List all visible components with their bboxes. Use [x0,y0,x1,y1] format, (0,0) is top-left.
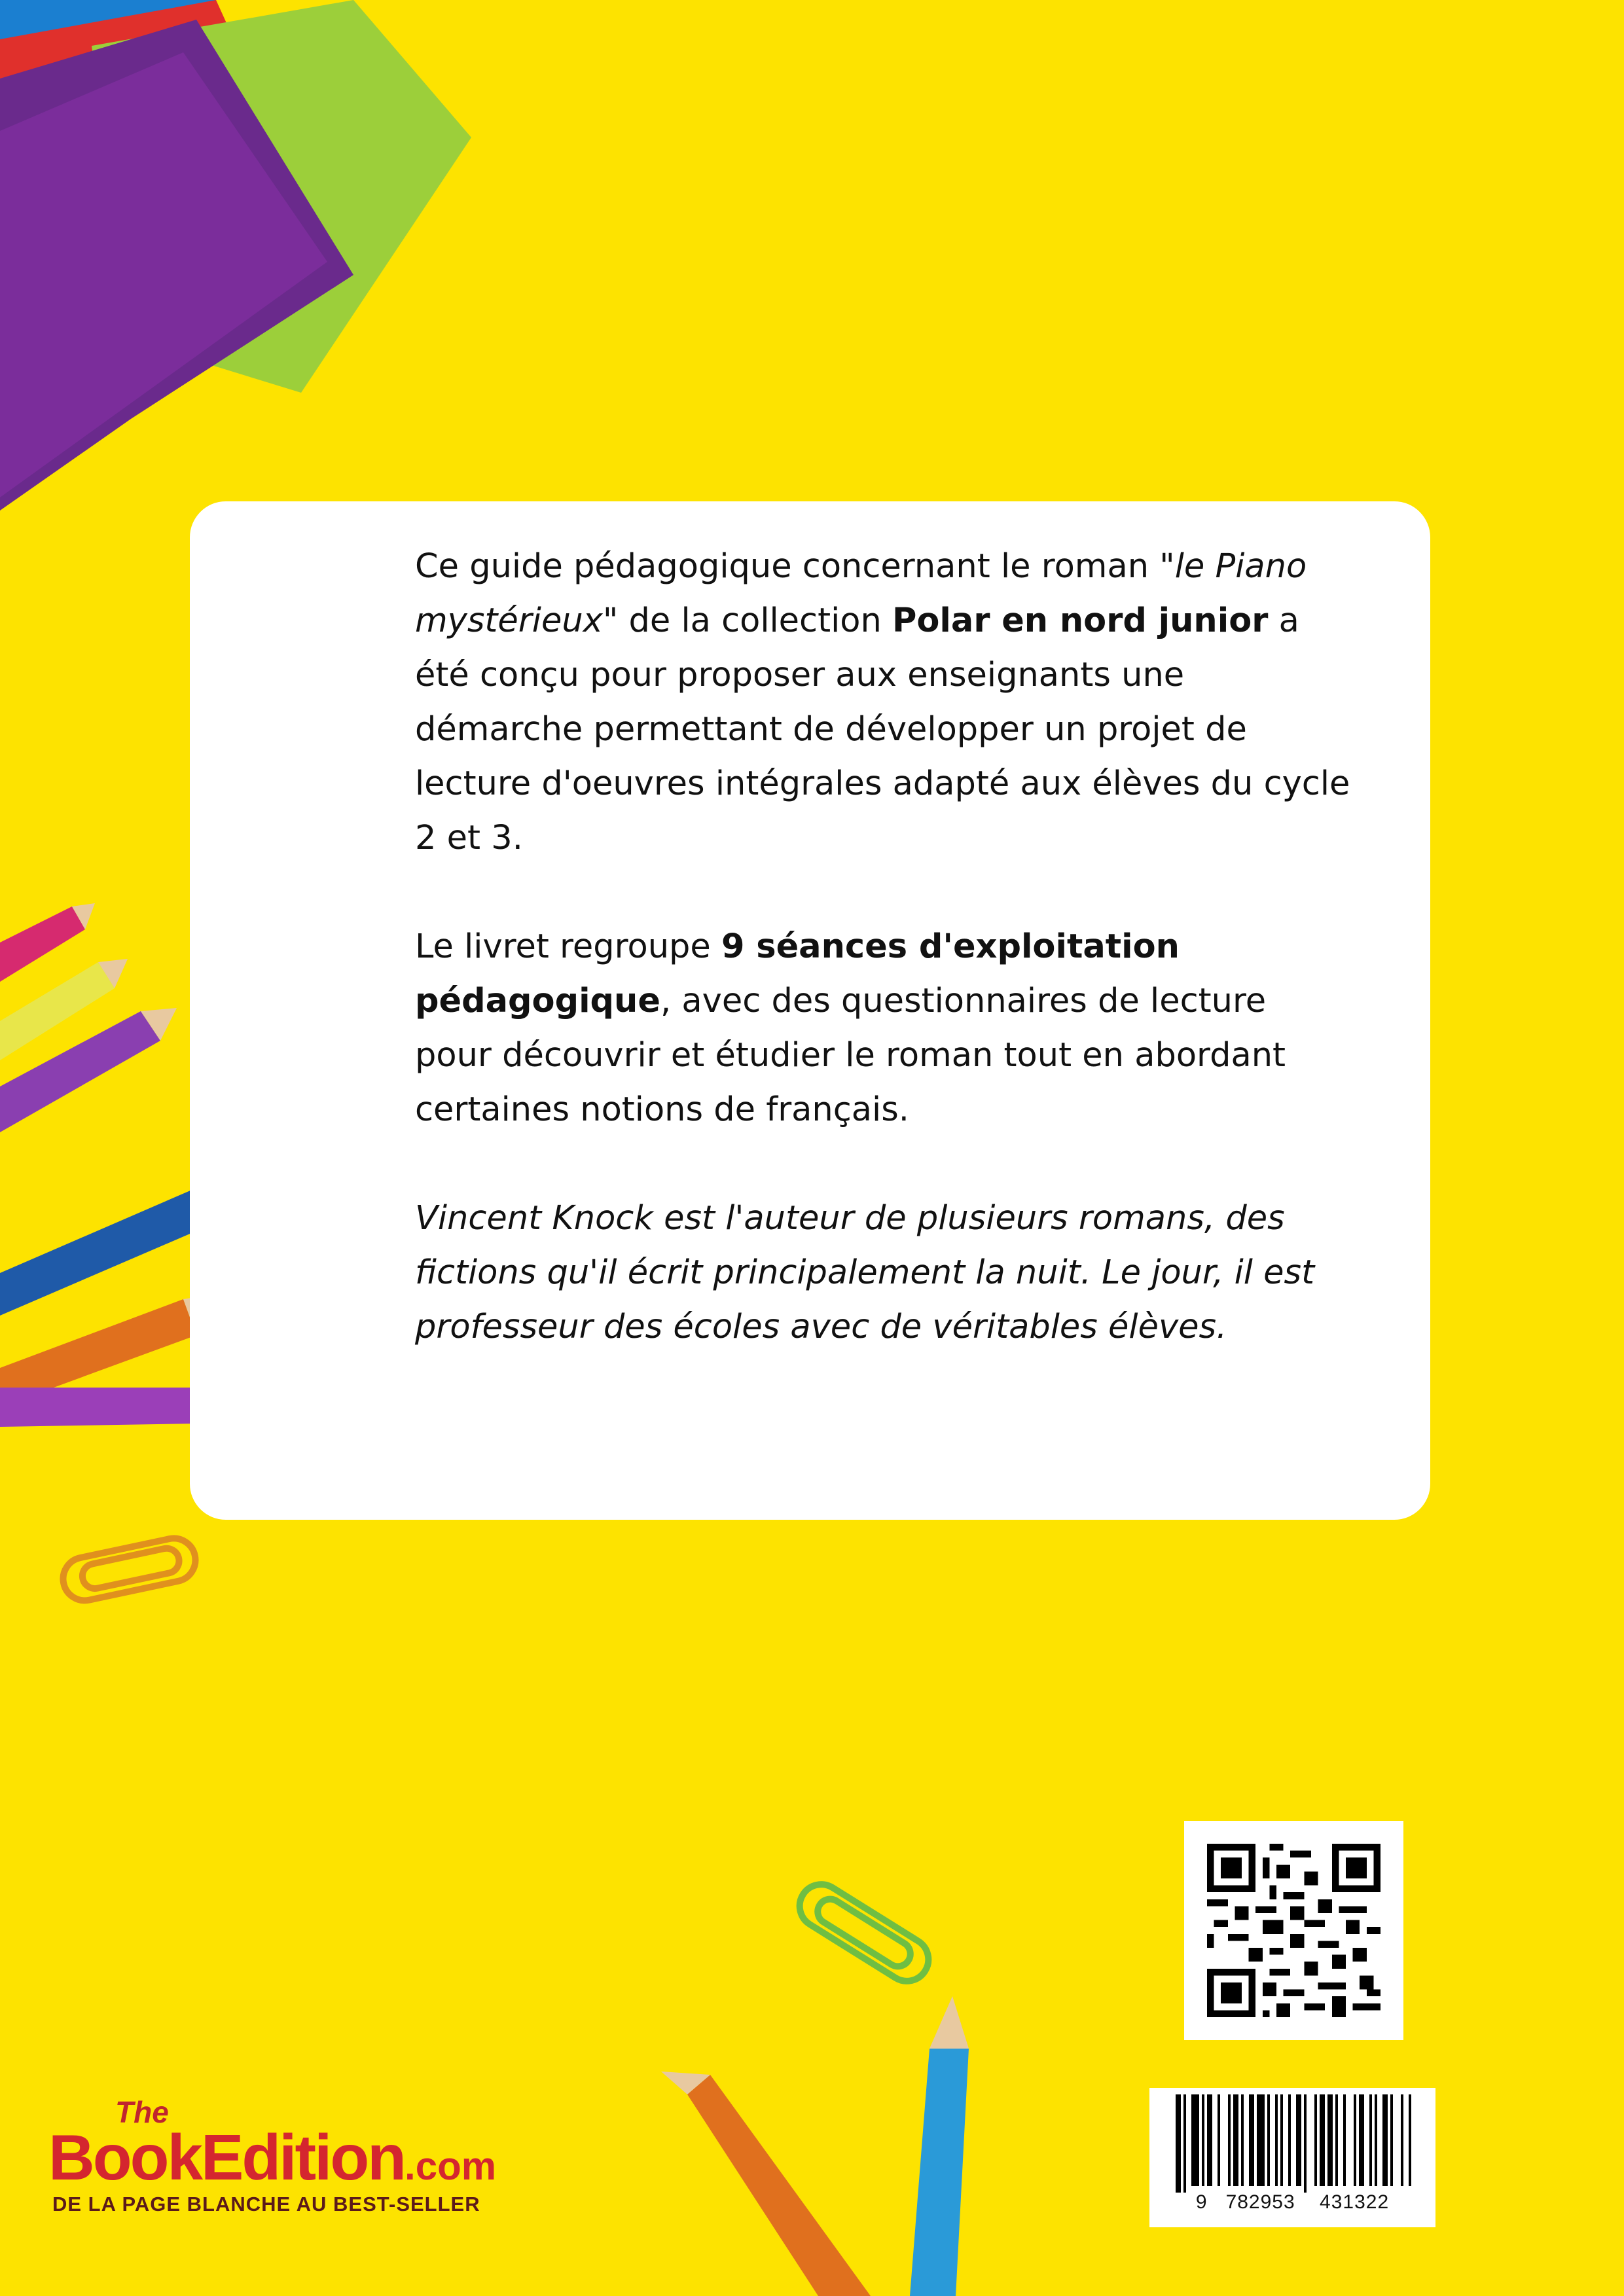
author-bio: Vincent Knock est l'auteur de plusieurs romans, des fictions qu'il écrit principalement la nuit. Le jour, il est professeur des écoles avec de véritables élèves. [415,1199,1315,1346]
barcode-bar [1191,2094,1199,2186]
barcode-bar [1296,2094,1301,2186]
barcode-bar [1390,2094,1393,2186]
barcode-bar [1320,2094,1325,2186]
collection-name: Polar en nord junior [892,601,1269,640]
barcode-bar [1280,2094,1283,2186]
barcode-bar [1275,2094,1278,2186]
paperclip-icon [59,1534,199,1604]
barcode-bar [1249,2094,1254,2186]
barcode-bar [1359,2094,1364,2186]
pencil-icon [0,903,95,982]
barcode-bar [1369,2094,1372,2186]
barcode-bar [1375,2094,1377,2186]
barcode-bar [1327,2094,1333,2186]
barcode-bar [1409,2094,1411,2186]
logo-brand [48,2121,496,2195]
barcode-bar [1207,2094,1212,2186]
content-text: , avec des questionnaires de lecture pour découvrir et étudier le roman tout en abordant certaines notions de français. [415,982,1286,1129]
barcode-bar [1228,2094,1231,2186]
intro-text: Ce guide pédagogique concernant le roman " [415,547,1175,586]
intro-text: " de la collection [602,601,892,640]
barcode-bar [1241,2094,1244,2186]
qr-code-icon [1207,1844,1380,2017]
logo-brand-name: BookEdition [48,2121,405,2193]
qr-code [1184,1821,1403,2040]
barcode-bar [1401,2094,1403,2186]
description-box [190,501,1430,1520]
barcode-bar [1202,2094,1204,2186]
intro-text: a été conçu pour proposer aux enseignants une démarche permettant de développer un projet de lecture d'oeuvres intégrales adapté aux élèves du cycle 2 et 3. [415,601,1350,857]
pencil-icon [661,2072,871,2296]
barcode-bar [1218,2094,1220,2186]
sessions-highlight: 9 séances d'exploitation pédagogique [415,927,1180,1020]
barcode-bar [1304,2094,1307,2193]
barcode-bar [1183,2094,1186,2193]
content-paragraph [415,920,1352,1137]
barcode [1149,2088,1435,2227]
barcode-bar [1176,2094,1181,2193]
intro-paragraph [415,539,1352,865]
content-text: Le livret regroupe [415,927,721,966]
paper-sheet-icon [0,0,471,511]
novel-title: le Piano mystérieux [415,547,1307,640]
barcode-bar [1233,2094,1238,2186]
logo-the: The [115,2095,169,2129]
barcode-group-1: 782953 [1225,2191,1295,2213]
barcode-lead-digit: 9 [1195,2191,1208,2213]
publisher-logo [48,2094,585,2225]
logo-tld: .com [405,2144,497,2188]
logo-tagline: DE LA PAGE BLANCHE AU BEST-SELLER [52,2193,480,2215]
barcode-bar [1335,2094,1338,2186]
barcode-group-2: 431322 [1320,2191,1390,2213]
barcode-bar [1343,2094,1346,2186]
barcode-icon [1149,2088,1435,2193]
paperclip-icon [791,1876,937,1990]
barcode-bar [1267,2094,1270,2186]
barcode-bar [1382,2094,1388,2186]
barcode-bar [1257,2094,1265,2186]
barcode-bar [1354,2094,1356,2186]
barcode-bar [1288,2094,1291,2186]
barcode-digits [1149,2191,1435,2214]
barcode-bar [1314,2094,1317,2186]
pencil-icon [910,1996,969,2296]
